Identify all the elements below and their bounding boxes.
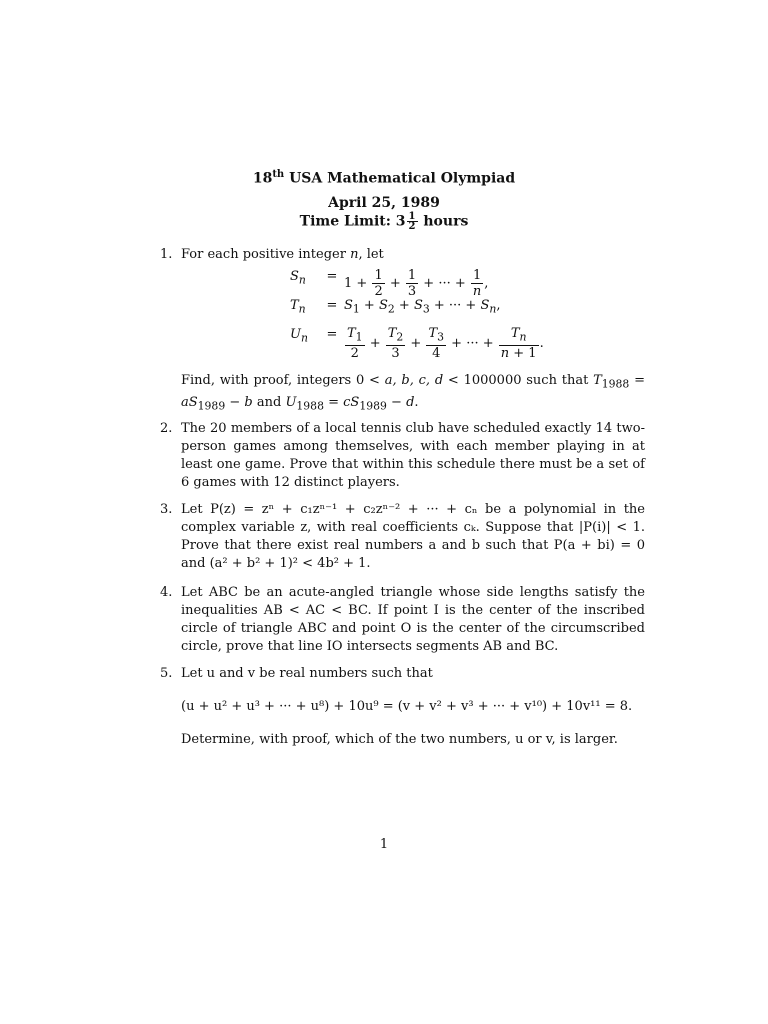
problem-text: Determine, with proof, which of the two numbers, u or v, is larger. [181,732,618,747]
problem-number: 2. [160,421,173,436]
problem-number: 4. [160,585,173,600]
page-title: 18th USA Mathematical Olympiad [252,169,516,187]
problem-number: 5. [160,666,173,681]
problem-number: 1. [160,247,173,262]
problem-number: 3. [160,502,173,517]
page-number: 1 [379,837,389,852]
problem-text: The 20 members of a local tennis club have scheduled exactly 14 two-person games among themselves, with each member playing in at least one game. Prove that within this schedule there must be a set of 6 games with 12 distinct players. [181,421,645,490]
exam-date: April 25, 1989 [328,195,440,211]
problem-intro: Let u and v be real numbers such that [181,666,433,681]
time-limit: Time Limit: 3 $\frac{1}{2}$ hours [299,211,469,232]
problem-intro: For each positive integer n, let [181,247,384,262]
exam-page: 18th USA Mathematical Olympiad April 25, 1989 Time Limit: 3 $\frac{1}{2}$ hours 1. For each positive integer n, let $S_n$ = 1 + $\frac{1}{2}$ + $\frac{1}{3}$ + ··· + $\frac{1}{n}$ , $T_n$ = $S_1 + S_2 + S_3$ + ··· + $S_n$, $U_n$ = $\frac{T_1}{2}$ + $\frac{T_2}{3}$ + $\frac{T_3}{4}$ + ··· + $\frac{T_n}{n + 1}$ . Find, with proof, integers 0 < a, b, c, d < 1000000 such that $T_{1988} = aS_{1989} - b$ and $U_{1988} = cS_{1989} - d$. 2. The 20 members of a local tennis club have scheduled exactly 14 two-person games among themselves, with each member playing in at least one game. Prove that within this schedule there must be a set of 6 games with 12 distinct players. 3. Let P(z) = zⁿ + c₁zⁿ⁻¹ + c₂zⁿ⁻² + ··· + cₙ be a polynomial in the complex variable z, with real coefficients cₖ. Suppose that |P(i)| < 1. Prove that there exist real numbers a and b such that P(a + bi) = 0 and (a² + b² + 1)² < 4b² + 1. 4. Let ABC be an acute-angled triangle whose side lengths satisfy the inequalities AB < AC < BC. If point I is the center of the inscribed circle of triangle ABC and point O is the center of the circumscribed circle, prove that line IO intersects segments AB and BC. 5. Let u and v be real numbers such that (u + u² + u³ + ··· + u⁸) + 10u⁹ = (v + v² + v³ + ··· + v¹⁰) + 10v¹¹ = 8. Determine, with proof, which of the two numbers, u or v, is larger. 1 [0,0,768,1024]
problem-text: Let ABC be an acute-angled triangle whose side lengths satisfy the inequalities AB < AC < BC. If point I is the center of the inscribed circle of triangle ABC and point O is the center of the circumscribed circle, prove that line IO intersects segments AB and BC. [181,585,645,654]
problem-text: Let P(z) = zⁿ + c₁zⁿ⁻¹ + c₂zⁿ⁻² + ··· + cₙ be a polynomial in the complex variable z, with real coefficients cₖ. Suppose that |P(i)| < 1. Prove that there exist real numbers a and b such that P(a + bi) = 0 and (a² + b² + 1)² < 4b² + 1. [181,502,645,571]
problem-5-equation: (u + u² + u³ + ··· + u⁸) + 10u⁹ = (v + v² + v³ + ··· + v¹⁰) + 10v¹¹ = 8. [181,699,633,714]
problem-text: Find, with proof, integers 0 < a, b, c, d < 1000000 such that $T_{1988} = aS_{1989} - b$ and $U_{1988} = cS_{1989} - d$. [181,373,645,413]
